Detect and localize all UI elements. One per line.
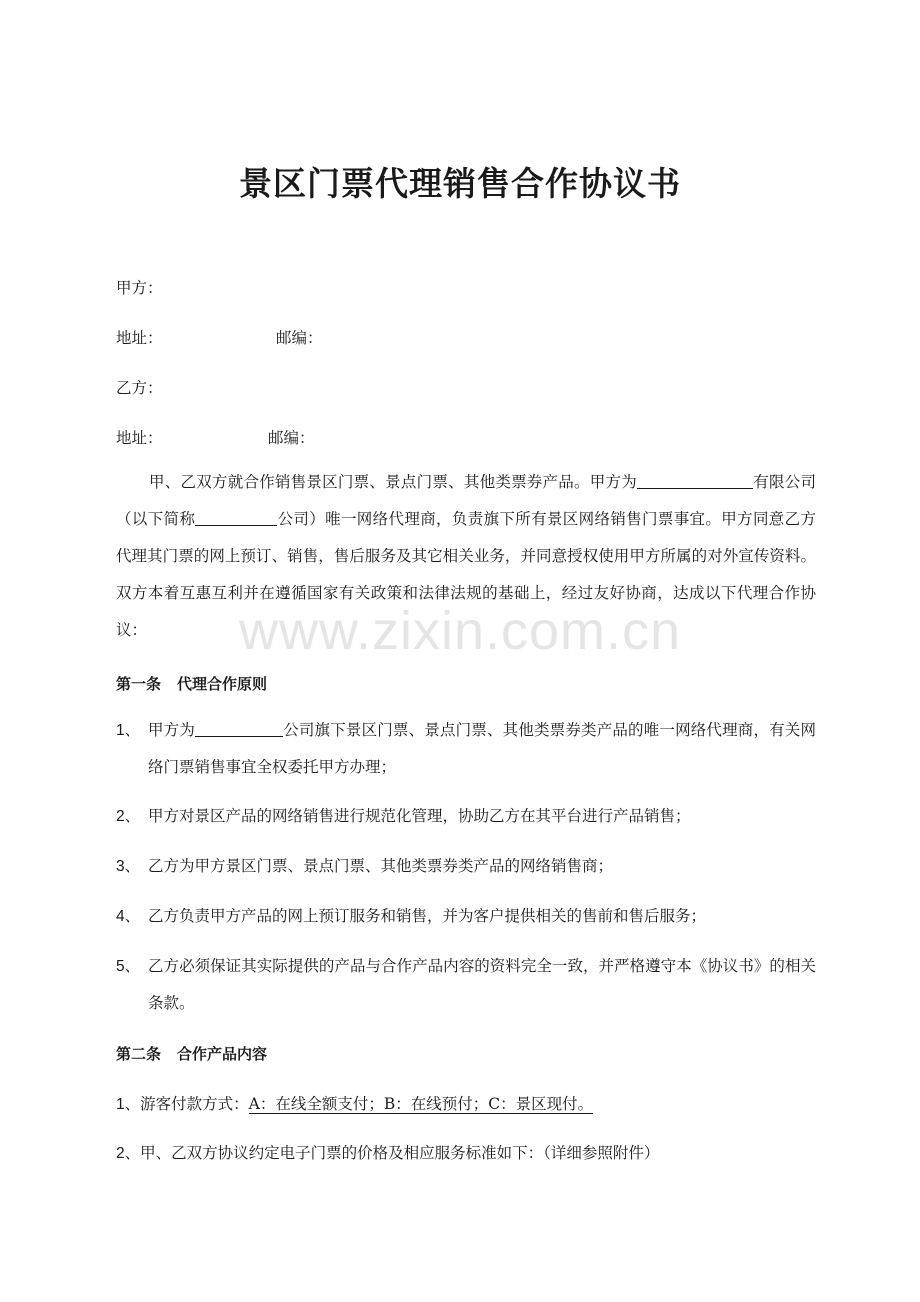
party-a-address-label: 地址： xyxy=(116,329,163,347)
item-number: 1、 xyxy=(116,1096,141,1113)
watermark: www.zixin.com.cn xyxy=(238,601,682,661)
item-text: 乙方负责甲方产品的网上预订服务和销售，并为客户提供相关的售前和售后服务； xyxy=(148,907,707,925)
article1-item-1 xyxy=(116,712,816,786)
article1-item-2 xyxy=(116,798,816,835)
item-number: 2、 xyxy=(116,808,141,825)
party-b-address-label: 地址： xyxy=(116,429,163,447)
company-name-blank xyxy=(637,472,753,489)
item-text: 乙方必须保证其实际提供的产品与合作产品内容的资料完全一致，并严格遵守本《协议书》的相关条款。 xyxy=(148,957,816,1012)
item-number: 5、 xyxy=(116,958,141,975)
intro-text-1: 甲、乙双方就合作销售景区门票、景点门票、其他类票券产品。甲方为 xyxy=(149,473,638,491)
party-a-address-row xyxy=(116,326,323,348)
party-b-address-row xyxy=(116,426,315,448)
article2-item-1 xyxy=(116,1092,593,1114)
item-text-pre: 甲方为 xyxy=(148,721,196,739)
item-text: 甲、乙双方协议约定电子门票的价格及相应服务标准如下：（详细参照附件） xyxy=(140,1144,660,1162)
item-number: 1、 xyxy=(116,722,141,739)
article1-title: 代理合作原则 xyxy=(177,675,268,693)
intro-paragraph xyxy=(116,464,816,649)
article2-heading xyxy=(116,1043,267,1064)
company-blank xyxy=(195,720,283,737)
item-text-post: 公司旗下景区门票、景点门票、其他类票券类产品的唯一网络代理商，有关网络门票销售事宜全权委托甲方办理； xyxy=(148,721,816,776)
payment-options: A：在线全额支付；B：在线预付；C：景区现付。 xyxy=(248,1095,594,1113)
article2-number: 第二条 xyxy=(116,1045,162,1063)
intro-text-2: 有限公司（以下简称 xyxy=(116,473,816,528)
item-number: 2、 xyxy=(116,1145,141,1162)
party-b-postcode-label: 邮编： xyxy=(268,429,315,447)
article1-item-4 xyxy=(116,898,816,935)
article1-heading xyxy=(116,673,267,694)
article1-item-3 xyxy=(116,848,816,885)
article2-title: 合作产品内容 xyxy=(177,1045,268,1063)
document-title: 景区门票代理销售合作协议书 xyxy=(239,164,681,203)
item-text: 甲方对景区产品的网络销售进行规范化管理，协助乙方在其平台进行产品销售； xyxy=(148,807,691,825)
party-b-label: 乙方： xyxy=(116,379,163,397)
article1-item-5 xyxy=(116,948,816,1022)
item-text: 乙方为甲方景区门票、景点门票、其他类票券类产品的网络销售商； xyxy=(148,857,614,875)
item-number: 3、 xyxy=(116,858,141,875)
party-a-postcode-label: 邮编： xyxy=(276,329,323,347)
payment-label: 游客付款方式： xyxy=(140,1095,249,1113)
article1-number: 第一条 xyxy=(116,675,162,693)
item-number: 4、 xyxy=(116,908,141,925)
article2-item-2 xyxy=(116,1141,659,1163)
company-short-name-blank xyxy=(195,509,277,526)
party-a-label: 甲方： xyxy=(116,279,163,297)
intro-text-3: 公司）唯一网络代理商，负责旗下所有景区网络销售门票事宜。甲方同意乙方代理其门票的网上预订、销售，售后服务及其它相关业务，并同意授权使用甲方所属的对外宣传资料。双方本着互惠互利并在遵循国家有关政策和法律法规的基础上，经过友好协商，达成以下代理合作协议： xyxy=(116,510,816,639)
